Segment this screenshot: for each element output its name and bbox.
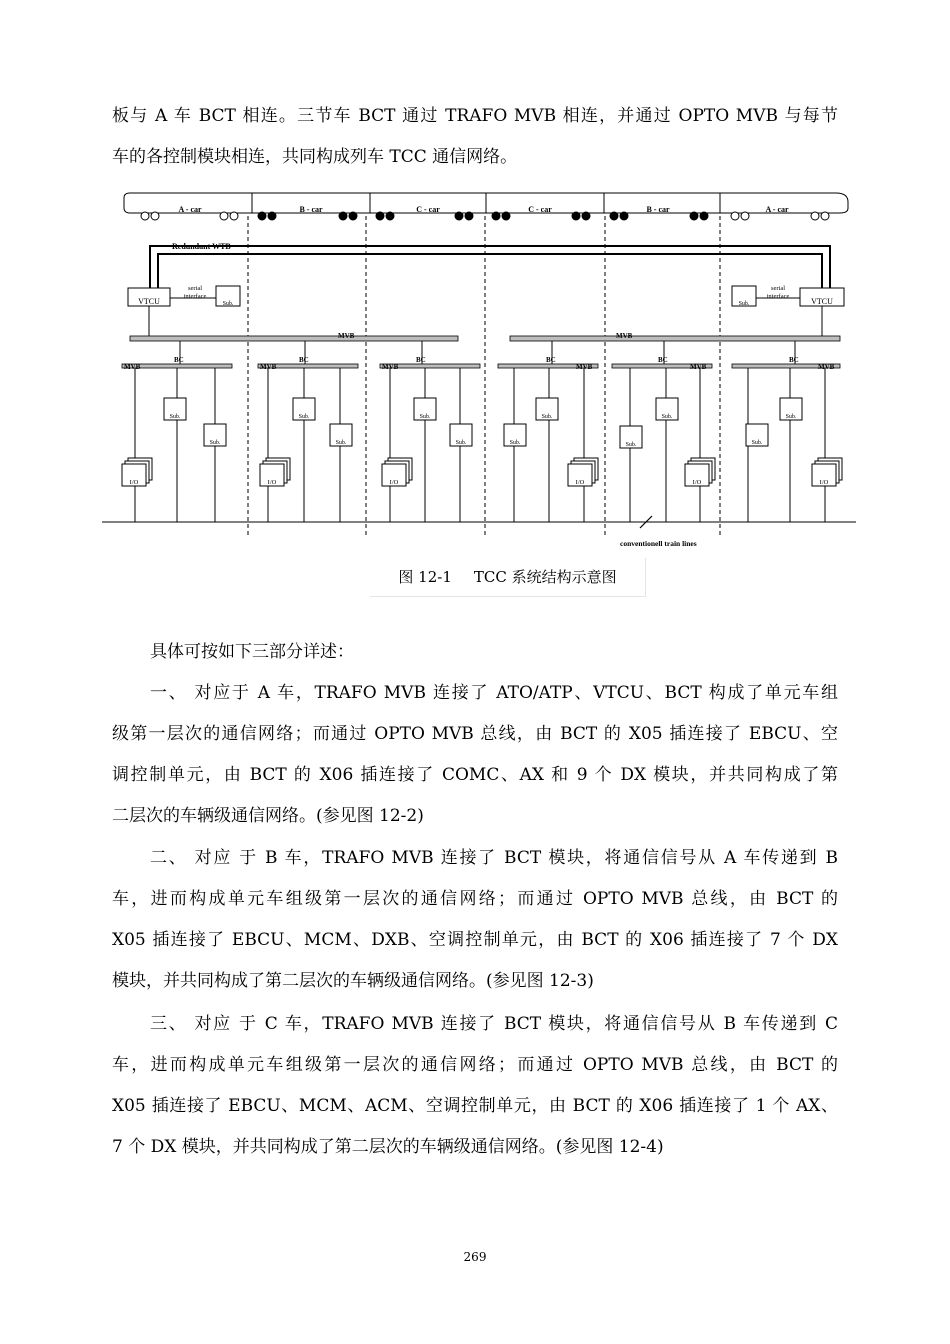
vtcu-label: VTCU <box>811 297 833 306</box>
text-line: 板与 A 车 BCT 相连。三节车 BCT 通过 TRAFO MVB 相连，并通过 OPTO MVB 与每节 <box>112 106 838 126</box>
mvb-label: MVB <box>338 332 355 340</box>
sub-label: Sub. <box>738 301 750 307</box>
sub-label: Sub. <box>541 414 553 420</box>
intro-line: 具体可按如下三部分详述： <box>150 642 354 662</box>
figure-caption <box>370 558 646 597</box>
mvb-label: MVB <box>260 363 277 371</box>
sub-label: Sub. <box>419 414 431 420</box>
section-c-car <box>112 1004 838 1168</box>
sub-label: Sub. <box>455 440 467 446</box>
sub-label: Sub. <box>509 440 521 446</box>
bc-label: BC <box>416 356 426 364</box>
sub-label: Sub. <box>169 414 181 420</box>
bc-label: BC <box>658 356 668 364</box>
mvb-label: MVB <box>690 363 707 371</box>
car-mvb-groups <box>122 341 842 522</box>
redundant-wtb <box>150 246 830 288</box>
text-line: 7 个 DX 模块，并共同构成了第二层次的车辆级通信网络。(参见图 12-4) <box>112 1137 664 1157</box>
text-line: 调控制单元，由 BCT 的 X06 插连接了 COMC、AX 和 9 个 DX 模块，并共同构成了第 <box>112 765 838 785</box>
io-label: I/O <box>389 479 399 486</box>
serial-interface-label: serial <box>770 285 786 292</box>
text-line: 二、 对应 于 B 车，TRAFO MVB 连接了 BCT 模块，将通信信号从 A 车传递到 B <box>150 848 838 868</box>
bc-label: BC <box>546 356 556 364</box>
wtb-label: Redundant WTB <box>172 242 231 251</box>
mvb-label: MVB <box>382 363 399 371</box>
sub-label: Sub. <box>751 440 763 446</box>
io-label: I/O <box>267 479 277 486</box>
serial-interface-label: interface <box>766 293 790 300</box>
text-line: 车，进而构成单元车组级第一层次的通信网络；而通过 OPTO MVB 总线，由 BCT 的 <box>112 889 838 909</box>
car-label: A - car <box>178 205 202 214</box>
mvb-label: MVB <box>818 363 835 371</box>
page-number: 269 <box>463 1250 487 1264</box>
intro-paragraph <box>112 96 838 178</box>
bc-label: BC <box>299 356 309 364</box>
io-label: I/O <box>129 479 139 486</box>
io-label: I/O <box>575 479 585 486</box>
mvb-bus <box>130 336 458 341</box>
sub-label: Sub. <box>298 414 310 420</box>
bc-label: BC <box>789 356 799 364</box>
mvb-label: MVB <box>576 363 593 371</box>
text-line: 模块，并共同构成了第二层次的车辆级通信网络。(参见图 12-3) <box>112 971 594 991</box>
text-line: 级第一层次的通信网络；而通过 OPTO MVB 总线，由 BCT 的 X05 插连接了 EBCU、空 <box>112 724 838 744</box>
section-b-car <box>112 838 838 1002</box>
text-line: 二层次的车辆级通信网络。(参见图 12-2) <box>112 806 424 826</box>
tcc-system-diagram <box>100 186 860 556</box>
vtcu-label: VTCU <box>138 297 160 306</box>
text-line: 车，进而构成单元车组级第一层次的通信网络；而通过 OPTO MVB 总线，由 BCT 的 <box>112 1055 838 1075</box>
io-label: I/O <box>819 479 829 486</box>
sub-label: Sub. <box>335 440 347 446</box>
car-label: B - car <box>299 205 323 214</box>
io-label: I/O <box>692 479 702 486</box>
text-line: 三、 对应 于 C 车，TRAFO MVB 连接了 BCT 模块，将通信信号从 B 车传递到 C <box>150 1014 838 1034</box>
bc-label: BC <box>174 356 184 364</box>
car-label: C - car <box>528 205 552 214</box>
sub-label: Sub. <box>785 414 797 420</box>
sub-label: Sub. <box>661 414 673 420</box>
text-line: 车的各控制模块相连，共同构成列车 TCC 通信网络。 <box>112 147 518 167</box>
section-a-car <box>112 673 838 837</box>
train-lines-label: conventionell train lines <box>620 539 697 548</box>
car-label: B - car <box>646 205 670 214</box>
figure-number: 图 12-1 <box>398 568 452 586</box>
sub-label: Sub. <box>209 440 221 446</box>
mvb-label: MVB <box>124 363 141 371</box>
sub-label: Sub. <box>222 301 234 307</box>
train-outline <box>124 193 848 213</box>
text-line: X05 插连接了 EBCU、MCM、ACM、空调控制单元，由 BCT 的 X06 插连接了 1 个 AX、 <box>112 1096 838 1116</box>
car-boundary-lines <box>248 216 720 536</box>
text-line: 一、 对应于 A 车，TRAFO MVB 连接了 ATO/ATP、VTCU、BCT 构成了单元车组 <box>150 683 838 703</box>
car-label: C - car <box>416 205 440 214</box>
car-label: A - car <box>765 205 789 214</box>
figure-title: TCC 系统结构示意图 <box>473 568 617 586</box>
mvb-bus <box>510 336 840 341</box>
serial-interface-label: interface <box>183 293 207 300</box>
text-line: X05 插连接了 EBCU、MCM、DXB、空调控制单元，由 BCT 的 X06 插连接了 7 个 DX <box>112 930 838 950</box>
mvb-label: MVB <box>616 332 633 340</box>
sub-label: Sub. <box>625 442 637 448</box>
serial-interface-label: serial <box>187 285 203 292</box>
